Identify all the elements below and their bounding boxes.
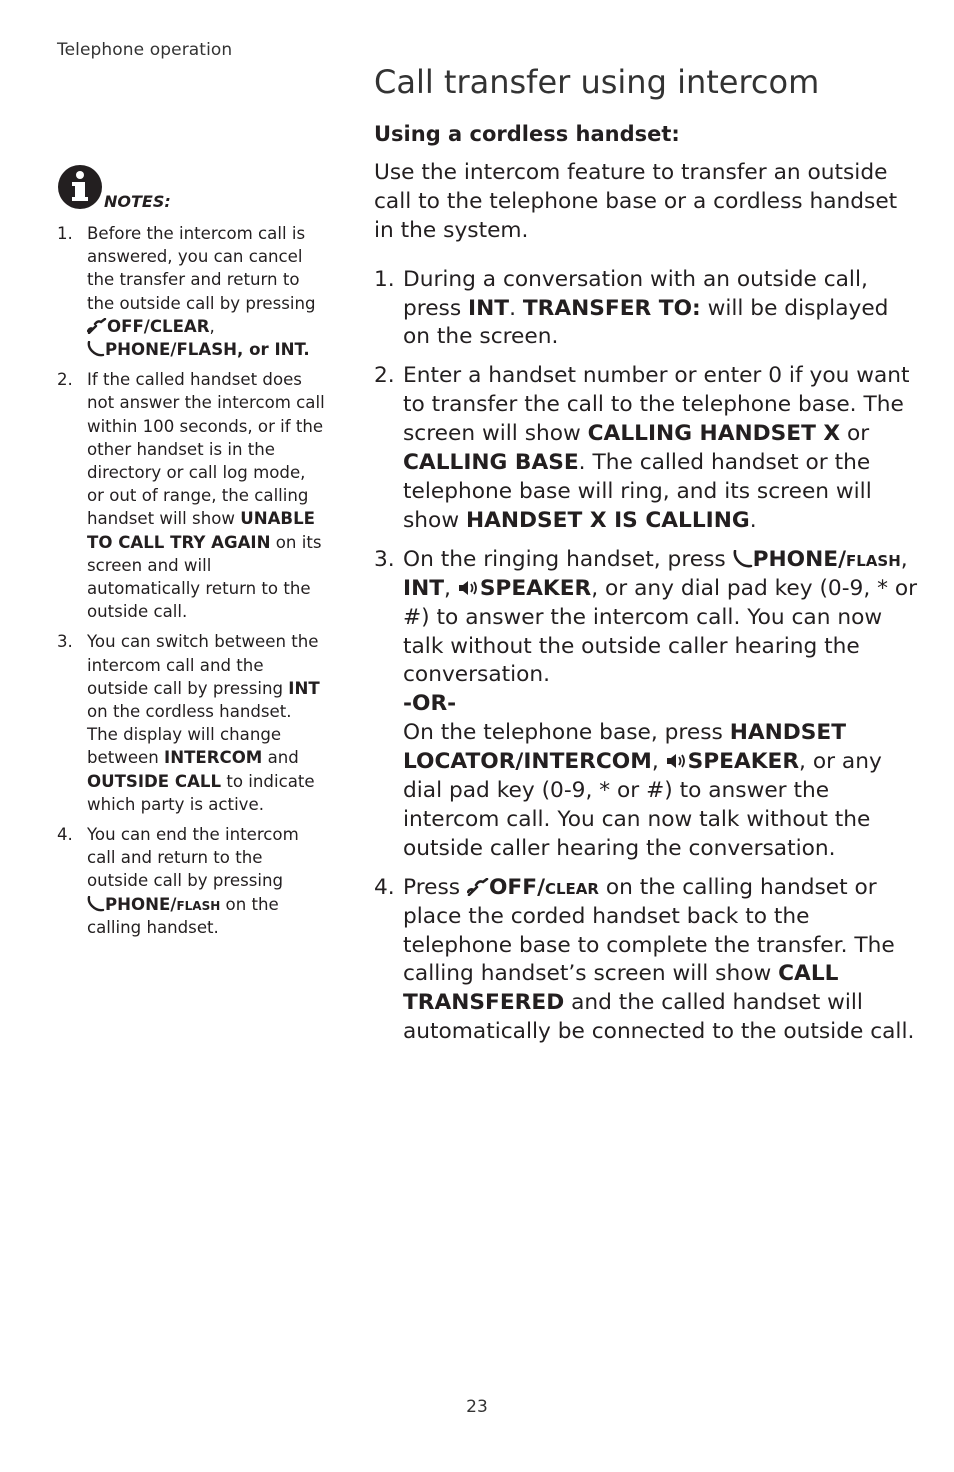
step-text: . The called handset or the telephone base will ring, and its screen will show bbox=[403, 450, 872, 533]
step-paragraph bbox=[403, 719, 919, 864]
step-item bbox=[374, 874, 919, 1047]
off-clear-icon bbox=[467, 878, 489, 896]
step-smallcaps: /clear bbox=[537, 874, 599, 900]
step-number: 2. bbox=[374, 363, 395, 389]
step-bold: HANDSET LOCATOR/INTERCOM bbox=[403, 720, 847, 775]
step-text: , bbox=[900, 546, 908, 572]
note-smallcaps: flash bbox=[176, 894, 221, 914]
step-text: or bbox=[840, 421, 870, 447]
note-bold: OFF/CLEAR bbox=[107, 316, 210, 336]
step-number: 3. bbox=[374, 546, 395, 572]
step-number: 4. bbox=[374, 874, 395, 900]
note-number: 1. bbox=[57, 224, 73, 243]
page-title: Call transfer using intercom bbox=[374, 63, 820, 101]
step-item bbox=[374, 546, 919, 864]
off-clear-icon bbox=[87, 318, 107, 334]
note-text: You can switch between the intercom call and the outside call by pressing bbox=[87, 632, 319, 698]
note-text: , bbox=[209, 316, 215, 336]
step-text: , or any dial pad key (0-9, * or #) to answer the intercom call. You can now talk without the outside caller hearing the conversation. bbox=[403, 749, 882, 861]
note-item bbox=[57, 368, 327, 623]
note-bold: PHONE/FLASH, or INT. bbox=[105, 340, 310, 360]
intro-paragraph: Use the intercom feature to transfer an outside call to the telephone base or a cordless handset in the system. bbox=[374, 159, 898, 243]
note-bold: UNABLE TO CALL TRY AGAIN bbox=[87, 509, 315, 552]
step-bold: SPEAKER bbox=[687, 749, 800, 775]
note-text: If the called handset does not answer the intercom call within 100 seconds, or if the other handset is in the directory or call log mode, or out of range, the calling handset will show bbox=[87, 370, 325, 529]
speaker-icon bbox=[666, 752, 688, 770]
step-bold: TRANSFER TO: bbox=[522, 295, 701, 321]
note-number: 4. bbox=[57, 825, 73, 845]
note-text: on the calling handset. bbox=[87, 894, 279, 937]
step-smallcaps: /flash bbox=[838, 546, 901, 572]
note-bold: INT bbox=[288, 678, 320, 698]
step-item bbox=[374, 266, 919, 353]
step-text: , bbox=[444, 575, 458, 601]
note-text: to indicate which party is active. bbox=[87, 771, 315, 814]
step-bold: OFF bbox=[488, 874, 538, 900]
step-bold: INT bbox=[468, 295, 510, 321]
step-text: and the called handset will automatically be connected to the outside call. bbox=[403, 990, 915, 1045]
notes-list bbox=[57, 222, 327, 939]
step-bold: HANDSET X IS CALLING bbox=[465, 507, 750, 533]
step-text: will be displayed on the screen. bbox=[403, 295, 889, 350]
phone-icon bbox=[87, 896, 105, 912]
notes-panel bbox=[57, 164, 327, 946]
step-bold: CALLING BASE bbox=[403, 450, 579, 476]
page-number: 23 bbox=[466, 1397, 488, 1417]
step-text: During a conversation with an outside call, press bbox=[403, 266, 868, 321]
note-text: on its screen and will automatically return to the outside call. bbox=[87, 532, 322, 622]
step-text: , bbox=[651, 749, 666, 775]
note-bold: PHONE/ bbox=[105, 894, 177, 914]
step-text: . bbox=[509, 295, 523, 321]
notes-label: NOTES: bbox=[104, 192, 171, 211]
step-item bbox=[374, 362, 919, 535]
step-text: . bbox=[749, 507, 757, 533]
note-item bbox=[57, 630, 327, 816]
step-text: , or any dial pad key (0-9, * or #) to answer the intercom call. You can now talk without the outside caller hearing the conversation. bbox=[403, 575, 918, 688]
step-bold: INT bbox=[403, 575, 445, 601]
note-text: and bbox=[262, 748, 299, 768]
section-header: Telephone operation bbox=[57, 40, 233, 60]
subheading: Using a cordless handset: bbox=[374, 122, 680, 146]
steps-list bbox=[374, 266, 919, 1048]
step-bold: CALL TRANSFERED bbox=[403, 961, 839, 1016]
note-text: You can end the intercom call and return to the outside call by pressing bbox=[87, 825, 299, 891]
info-icon bbox=[57, 164, 103, 210]
speaker-icon bbox=[458, 579, 480, 597]
phone-icon bbox=[733, 550, 753, 568]
step-number: 1. bbox=[374, 266, 395, 292]
step-bold: CALLING HANDSET X bbox=[587, 421, 841, 447]
note-item bbox=[57, 823, 327, 939]
note-number: 3. bbox=[57, 632, 73, 652]
note-bold: INTERCOM bbox=[164, 748, 263, 768]
note-item bbox=[57, 222, 327, 361]
step-bold: SPEAKER bbox=[479, 575, 592, 601]
step-text: On the ringing handset, press bbox=[403, 546, 733, 572]
step-paragraph bbox=[403, 546, 919, 691]
step-bold: PHONE bbox=[752, 546, 839, 572]
phone-icon bbox=[87, 341, 105, 357]
note-text: on the cordless handset. The display will change between bbox=[87, 702, 292, 768]
note-text: Before the intercom call is answered, you can cancel the transfer and return to the outside call by pressing bbox=[87, 224, 316, 313]
step-text: On the telephone base, press bbox=[403, 720, 730, 746]
notes-heading bbox=[57, 164, 327, 216]
step-text: Enter a handset number or enter 0 if you want to transfer the call to the telephone base. The screen will show bbox=[403, 363, 910, 447]
note-bold: OUTSIDE CALL bbox=[87, 771, 222, 791]
step-text: Press bbox=[403, 874, 467, 900]
step-text: on the calling handset or place the corded handset back to the telephone base to complete the transfer. The calling handset’s screen will show bbox=[403, 874, 895, 987]
or-separator: -OR- bbox=[403, 691, 457, 717]
note-number: 2. bbox=[57, 370, 73, 390]
main-content bbox=[374, 62, 919, 1057]
